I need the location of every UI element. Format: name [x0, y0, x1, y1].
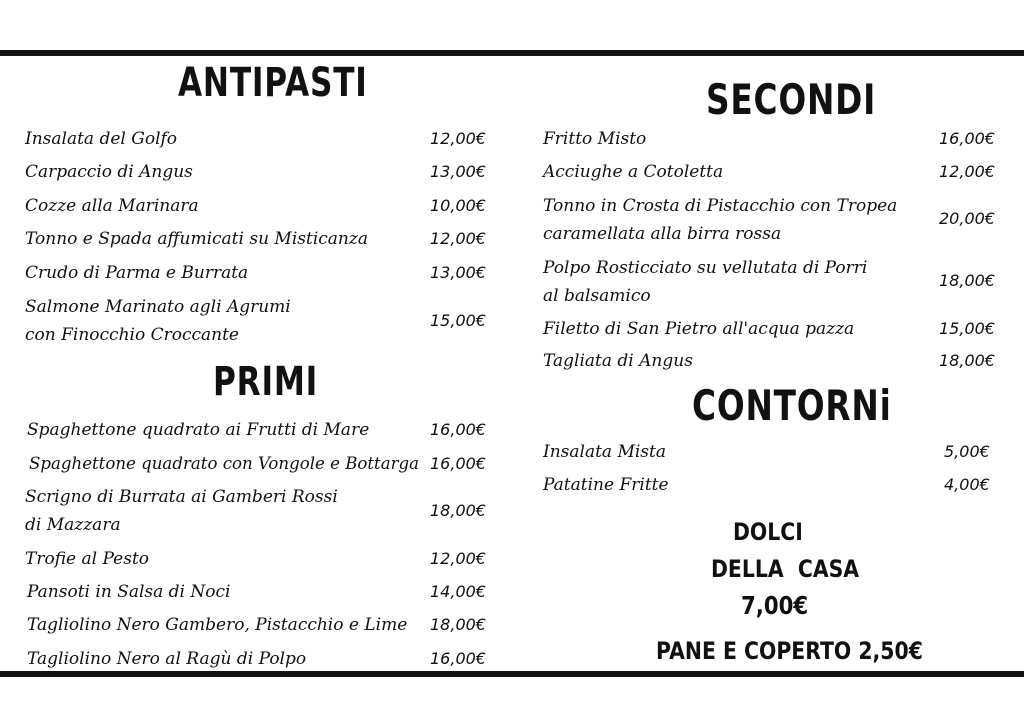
- menu-item-name: Insalata Mista: [543, 442, 667, 462]
- menu-item-name: Pansoti in Salsa di Noci: [27, 582, 231, 602]
- menu-item-price: 12,00€: [430, 549, 486, 568]
- antipasti-heading: ANTIPASTI: [178, 60, 368, 106]
- menu-item-price: 16,00€: [430, 649, 486, 668]
- menu-item-price: 13,00€: [430, 162, 486, 181]
- menu-item-price: 18,00€: [939, 271, 995, 290]
- menu-item-name: Filetto di San Pietro all'acqua pazza: [543, 319, 855, 339]
- menu-item-price: 14,00€: [430, 582, 486, 601]
- menu-item-price: 4,00€: [944, 475, 990, 494]
- menu-item-name: Scrigno di Burrata ai Gamberi Rossi di Mazzara: [25, 487, 338, 535]
- menu-item-name: Insalata del Golfo: [25, 129, 178, 149]
- menu-item-price: 12,00€: [430, 129, 486, 148]
- menu-item-price: 18,00€: [430, 615, 486, 634]
- menu-item-price: 16,00€: [430, 420, 486, 439]
- secondi-heading: SECONDI: [706, 75, 877, 124]
- top-rule: [0, 50, 1024, 56]
- coperto-text: PANE E COPERTO 2,50€: [656, 637, 923, 665]
- menu-item-name: Trofie al Pesto: [25, 549, 150, 569]
- menu-item-name: Patatine Fritte: [543, 475, 669, 495]
- menu-item-name: Carpaccio di Angus: [25, 162, 193, 182]
- menu-item-price: 20,00€: [939, 209, 995, 228]
- menu-item-name: Fritto Misto: [543, 129, 647, 149]
- dolci-subtitle: DELLA CASA: [711, 555, 860, 583]
- menu-item-name: Spaghettone quadrato con Vongole e Bottarga: [29, 454, 420, 473]
- menu-item-price: 13,00€: [430, 263, 486, 282]
- menu-item-name: Crudo di Parma e Burrata: [25, 263, 249, 283]
- menu-item-price: 15,00€: [939, 319, 995, 338]
- primi-heading: PRIMI: [213, 359, 319, 405]
- menu-item-price: 12,00€: [939, 162, 995, 181]
- menu-item-price: 5,00€: [944, 442, 990, 461]
- menu-item-price: 18,00€: [939, 351, 995, 370]
- menu-item-name: Cozze alla Marinara: [25, 196, 199, 216]
- menu-item-price: 16,00€: [430, 454, 486, 473]
- menu-item-name: Tonno in Crosta di Pistacchio con Tropea caramellata alla birra rossa: [543, 196, 898, 244]
- menu-item-price: 12,00€: [430, 229, 486, 248]
- dolci-title: DOLCI: [733, 518, 803, 546]
- menu-item-price: 16,00€: [939, 129, 995, 148]
- menu-item-name: Tagliolino Nero al Ragù di Polpo: [27, 649, 307, 669]
- menu-item-name: Tagliolino Nero Gambero, Pistacchio e Lime: [27, 615, 408, 635]
- menu-item-price: 15,00€: [430, 311, 486, 330]
- menu-item-name: Spaghettone quadrato ai Frutti di Mare: [27, 420, 370, 440]
- menu-item-name: Acciughe a Cotoletta: [543, 162, 724, 182]
- contorni-heading: CONTORNi: [692, 381, 892, 430]
- menu-item-price: 18,00€: [430, 501, 486, 520]
- menu-item-name: Polpo Rosticciato su vellutata di Porri al balsamico: [543, 258, 868, 306]
- menu-item-name: Tonno e Spada affumicati su Misticanza: [25, 229, 368, 249]
- dolci-price: 7,00€: [741, 591, 809, 620]
- menu-item-name: Salmone Marinato agli Agrumi con Finocchio Croccante: [25, 297, 291, 345]
- menu-item-name: Tagliata di Angus: [543, 351, 693, 371]
- menu-item-price: 10,00€: [430, 196, 486, 215]
